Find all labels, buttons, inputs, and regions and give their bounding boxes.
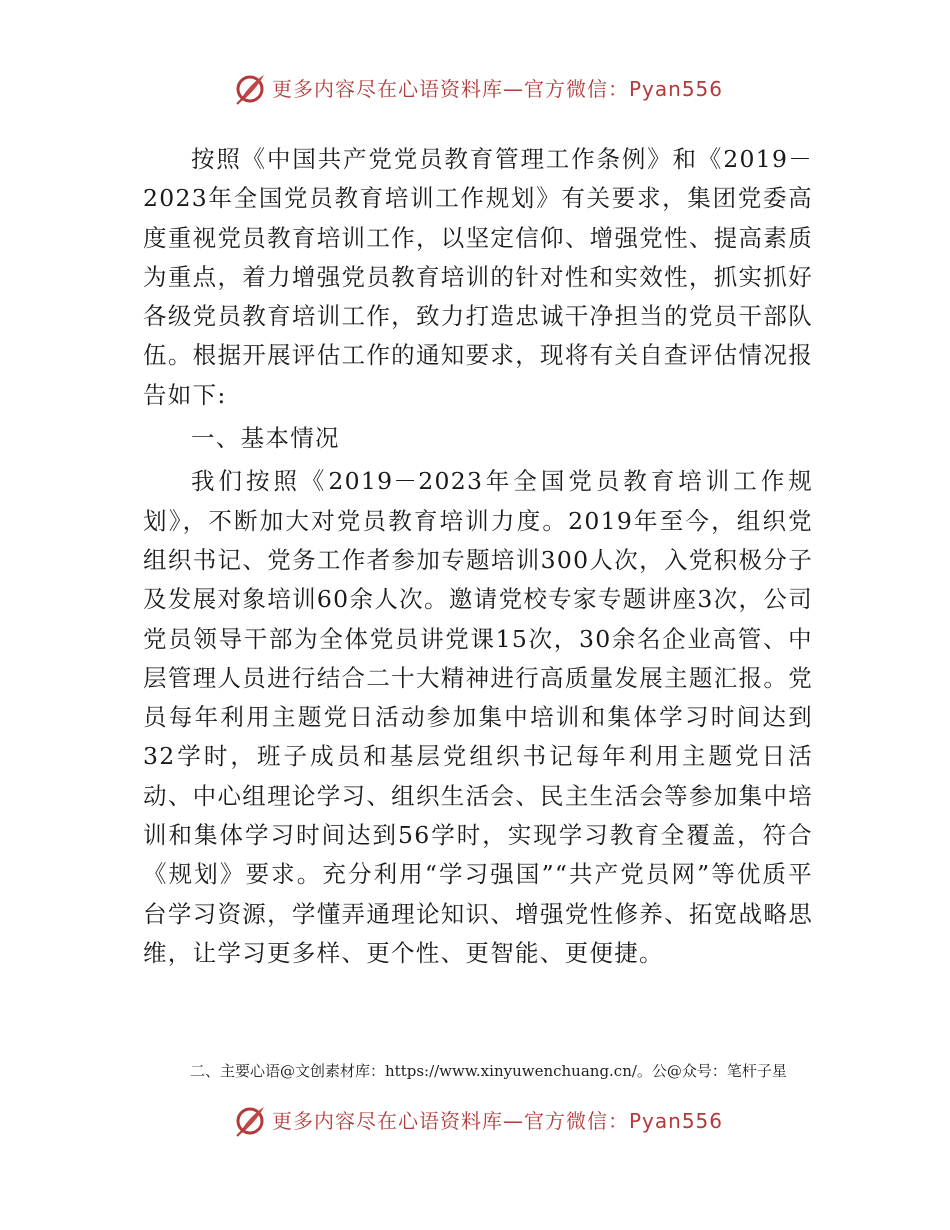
section-paragraph-basic: 我们按照《2019－2023年全国党员教育培训工作规划》，不断加大对党员教育培训力度。2019年至今，组织党组织书记、党务工作者参加专题培训300人次，入党积极分子及发展对象培训60余人次。邀请党校专家专题讲座3次，公司党员领导干部为全体党员讲党课15次，30余名企业高管、中层管理人员进行结合二十大精神进行高质量发展主题汇报。党员每年利用主题党日活动参加集中培训和集体学习时间达到32学时，班子成员和基层党组织书记每年利用主题党日活动、中心组理论学习、组织生活会、民主生活会等参加集中培训和集体学习时间达到56学时，实现学习教育全覆盖，符合《规划》要求。充分利用“学习强国”“共产党员网”等优质平台学习资源，学懂弄通理论知识、增强党性修养、拓宽战略思维，让学习更多样、更个性、更智能、更便捷。 bbox=[143, 467, 813, 967]
intro-paragraph: 按照《中国共产党党员教育管理工作条例》和《2019－2023年全国党员教育培训工作规划》有关要求，集团党委高度重视党员教育培训工作，以坚定信仰、增强党性、提高素质为重点，着力增强党员教育培训的针对性和实效性，抓实抓好各级党员教育培训工作，致力打造忠诚干净担当的党员干部队伍。根据开展评估工作的通知要求，现将有关自查评估情况报告如下: bbox=[143, 145, 813, 409]
feather-quill-logo-icon bbox=[233, 72, 267, 106]
watermark-text: 更多内容尽在心语资料库—官方微信：Pyan556 bbox=[272, 77, 724, 101]
document-body bbox=[143, 140, 813, 973]
section-heading-basic: 一、基本情况 bbox=[191, 424, 340, 453]
feather-quill-logo-icon bbox=[233, 1104, 267, 1138]
footnote-line: 二、主要心语@文创素材库：https://www.xinyuwenchuang.cn/。公@众号：笔杆子星 bbox=[190, 1062, 787, 1080]
watermark-text: 更多内容尽在心语资料库—官方微信：Pyan556 bbox=[272, 1109, 724, 1133]
watermark-banner-top bbox=[0, 70, 950, 110]
watermark-banner-bottom bbox=[0, 1102, 950, 1142]
